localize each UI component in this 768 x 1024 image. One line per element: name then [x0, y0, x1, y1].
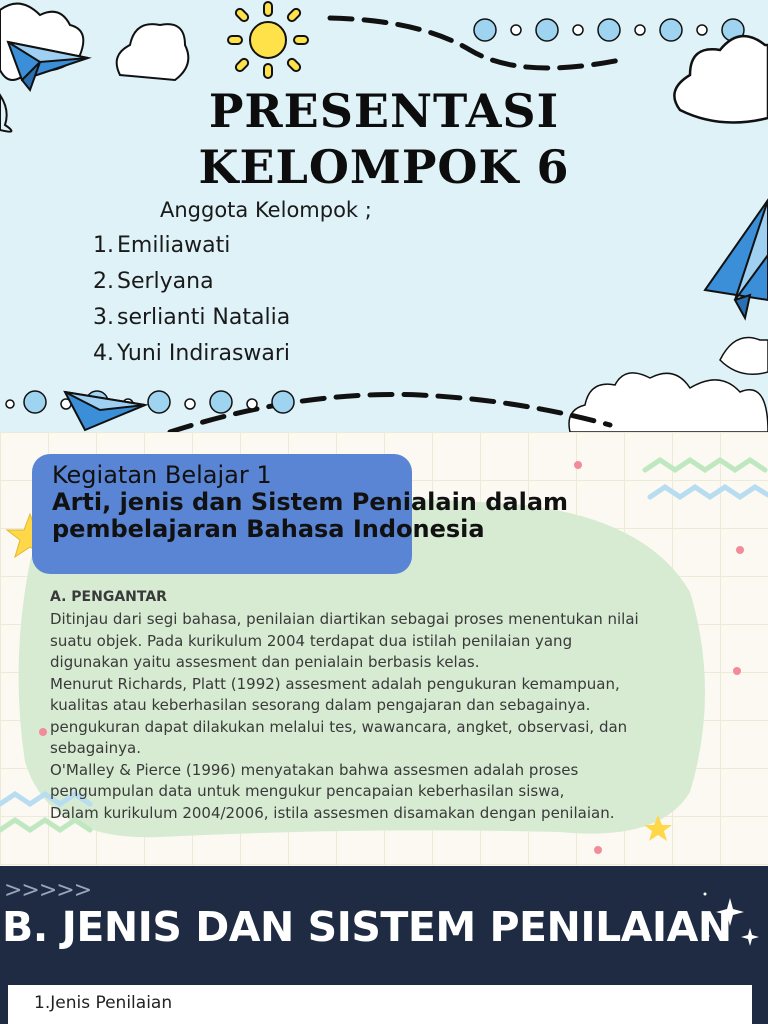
member-name: Emiliawati: [117, 233, 231, 258]
body-line: pengumpulan data untuk mengukur pencapaian keberhasilan siswa,: [50, 782, 565, 800]
dashed-path: [170, 394, 610, 432]
list-item-label: 1.Jenis Penilaian: [34, 993, 173, 1013]
paper-plane-icon: [65, 392, 145, 430]
paper-plane-icon: [705, 200, 768, 318]
content-card: [8, 985, 752, 1024]
chevron-right-icon: >>>>>: [4, 878, 92, 903]
dot-decoration: [736, 546, 744, 554]
lesson-title-line3: pembelajaran Bahasa Indonesia: [52, 515, 485, 543]
body-line: Dalam kurikulum 2004/2006, istila assesmen disamakan dengan penilaian.: [50, 803, 615, 822]
dot-decoration: [594, 846, 602, 854]
section-body: [50, 609, 710, 824]
body-line: Menurut Richards, Platt (1992) assesment adalah pengukuran kemampuan,: [50, 674, 620, 693]
sun-icon: [228, 2, 308, 78]
bubble-row-icon: [474, 19, 744, 41]
member-name: serlianti Natalia: [117, 305, 291, 330]
presentation-title-line1: PRESENTASI: [208, 84, 560, 138]
body-line: suatu objek. Pada kurikulum 2004 terdapat dua istilah penilaian yang: [50, 631, 573, 650]
list-item: [88, 336, 290, 372]
list-number: 2.: [93, 269, 114, 294]
dot-decoration: [733, 667, 741, 675]
cloud-icon: [569, 338, 768, 433]
slide-jenis-penilaian: [0, 866, 768, 1024]
slide-presentasi: [0, 0, 768, 432]
member-name: Serlyana: [117, 269, 214, 294]
list-item: [88, 300, 290, 336]
lesson-title-line1: Kegiatan Belajar 1: [52, 461, 272, 489]
body-line: Ditinjau dari segi bahasa, penilaian diartikan sebagai proses menentukan nilai: [50, 610, 639, 628]
slide-kegiatan-belajar: [0, 432, 768, 866]
section-title: B. JENIS DAN SISTEM PENILAIAN: [2, 903, 732, 951]
body-line: sebagainya.: [50, 739, 141, 757]
body-line: pengukuran dapat dilakukan melalui tes, wawancara, angket, observasi, dan: [50, 717, 628, 736]
members-heading: Anggota Kelompok ;: [160, 198, 372, 222]
lesson-title-line2: Arti, jenis dan Sistem Penialain dalam: [52, 488, 569, 516]
body-line: kualitas atau keberhasilan sesorang dalam pengajaran dan sebagainya.: [50, 696, 591, 714]
dot-decoration: [39, 728, 47, 736]
lesson-title: [52, 462, 742, 543]
list-number: 4.: [93, 341, 114, 366]
member-list: [88, 228, 290, 372]
list-number: 1.: [93, 233, 114, 258]
member-name: Yuni Indiraswari: [117, 341, 291, 366]
list-item: [88, 264, 290, 300]
list-item: [88, 228, 290, 264]
section-heading: A. PENGANTAR: [50, 589, 167, 605]
body-line: O'Malley & Pierce (1996) menyatakan bahwa assesmen adalah proses: [50, 760, 579, 779]
list-number: 3.: [93, 305, 114, 330]
presentation-title-line2: KELOMPOK 6: [198, 140, 570, 194]
body-line: digunakan yaitu assesment dan penialain berbasis kelas.: [50, 653, 480, 671]
